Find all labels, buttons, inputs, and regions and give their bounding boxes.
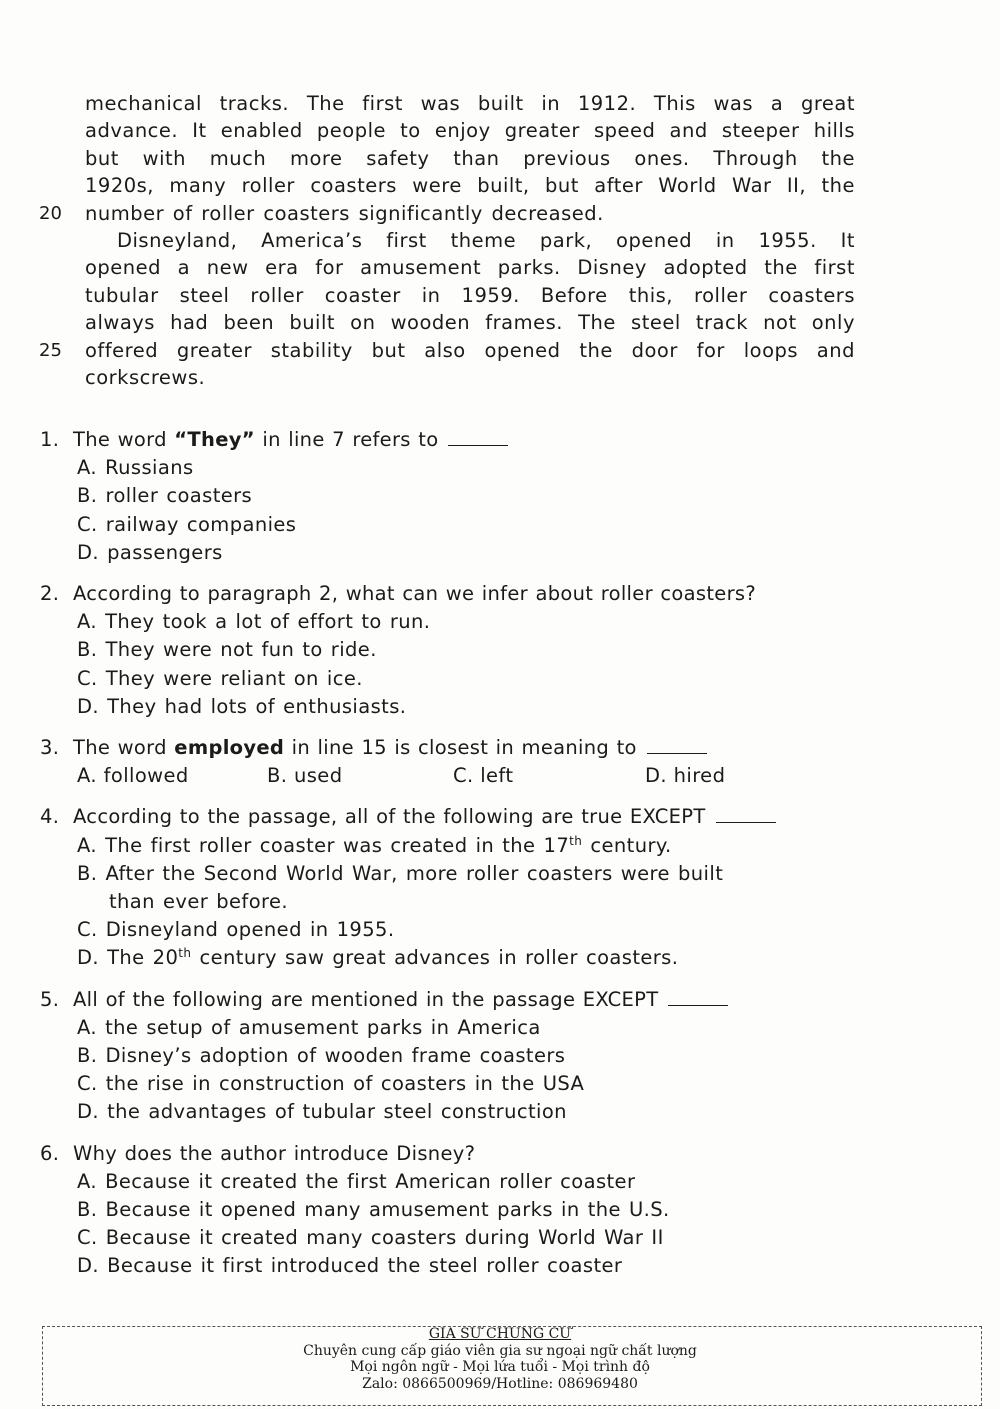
question-stem: 6. Why does the author introduce Disney? [40,1140,860,1168]
question-number: 4. [40,805,60,829]
passage-line: tubular steel roller coaster in 1959. Before this, roller coasters [85,283,855,307]
option-c: C. left [453,764,514,788]
passage-line: always had been built on wooden frames. The steel track not only [85,311,855,335]
option-b: B. used [267,764,343,788]
option-row [40,762,860,790]
option-d: D. the advantages of tubular steel construction [77,1100,567,1124]
footer-subtitle: Mọi ngôn ngữ - Mọi lứa tuổi - Mọi trình độ [350,1359,650,1375]
question-3 [40,734,860,790]
footer-title: GIA SƯ CHUNG CƯ [428,1326,572,1342]
question-5 [40,986,860,1127]
option-d: D. passengers [77,540,223,564]
footer [0,1326,1000,1392]
passage-line: corkscrews. [85,365,206,389]
question-6 [40,1140,860,1281]
option-b: B. roller coasters [77,484,253,508]
option-b-continued: than ever before. [109,890,289,914]
question-stem: 4. According to the passage, all of the following are true EXCEPT [40,803,860,831]
option-d: D. hired [645,764,726,788]
option-a: A. Because it created the first American roller coaster [77,1169,636,1193]
option-a: A. They took a lot of effort to run. [77,610,431,634]
option-a: A. The first roller coaster was created in the 17th century. [77,833,672,857]
keyword: “They” [174,428,255,451]
question-list [40,426,860,1294]
option-b: B. After the Second World War, more roller coasters were built [77,861,724,885]
question-4 [40,803,860,972]
option-d: D. The 20th century saw great advances in roller coasters. [77,946,679,970]
answer-blank [448,431,508,446]
question-number: 6. [40,1141,60,1165]
option-b: B. They were not fun to ride. [77,638,377,662]
passage-line: Disneyland, America’s first theme park, opened in 1955. It [117,228,855,252]
answer-blank [716,808,776,823]
passage-line: mechanical tracks. The first was built in 1912. This was a great [85,92,855,115]
passage-line: advance. It enabled people to enjoy greater speed and steeper hills [85,119,855,143]
question-1 [40,426,860,567]
option-c: C. railway companies [77,512,297,536]
passage-line: 25 offered greater stability but also opened the door for loops and [85,337,855,364]
passage-line: 1920s, many roller coasters were built, but after World War II, the [85,174,855,198]
option-b: B. Because it opened many amusement parks in the U.S. [77,1198,670,1222]
question-stem: 1. The word “They” in line 7 refers to [40,426,860,454]
question-stem: 2. According to paragraph 2, what can we infer about roller coasters? [40,580,860,608]
passage-line: 20 number of roller coasters significantly decreased. [85,200,855,227]
question-stem: 5. All of the following are mentioned in the passage EXCEPT [40,986,860,1014]
option-d: D. Because it first introduced the steel roller coaster [77,1254,623,1278]
option-b: B. Disney’s adoption of wooden frame coasters [77,1044,566,1068]
option-c: C. They were reliant on ice. [77,666,363,690]
option-c: C. Disneyland opened in 1955. [77,918,395,942]
question-number: 2. [40,582,60,606]
question-number: 1. [40,428,60,451]
option-c: C. the rise in construction of coasters in the USA [77,1072,585,1096]
option-a: A. Russians [77,456,194,480]
passage-line: opened a new era for amusement parks. Disney adopted the first [85,256,855,280]
keyword: employed [174,736,285,760]
line-number: 25 [39,339,62,361]
question-stem: 3. The word employed in line 15 is closest in meaning to [40,734,860,762]
footer-tagline: Chuyên cung cấp giáo viên gia sư ngoại ngữ chất lượng [303,1342,697,1359]
option-a: A. followed [77,764,189,788]
line-number: 20 [39,202,62,224]
option-a: A. the setup of amusement parks in America [77,1015,541,1039]
passage-line: but with much more safety than previous ones. Through the [85,146,855,170]
question-2 [40,580,860,721]
answer-blank [647,739,707,754]
reading-passage [39,90,855,391]
footer-contact: Zalo: 0866500969/Hotline: 086969480 [362,1375,638,1392]
option-d: D. They had lots of enthusiasts. [77,694,407,718]
answer-blank [668,991,728,1006]
option-c: C. Because it created many coasters during World War II [77,1226,664,1250]
question-number: 5. [40,987,60,1011]
question-number: 3. [40,736,60,760]
